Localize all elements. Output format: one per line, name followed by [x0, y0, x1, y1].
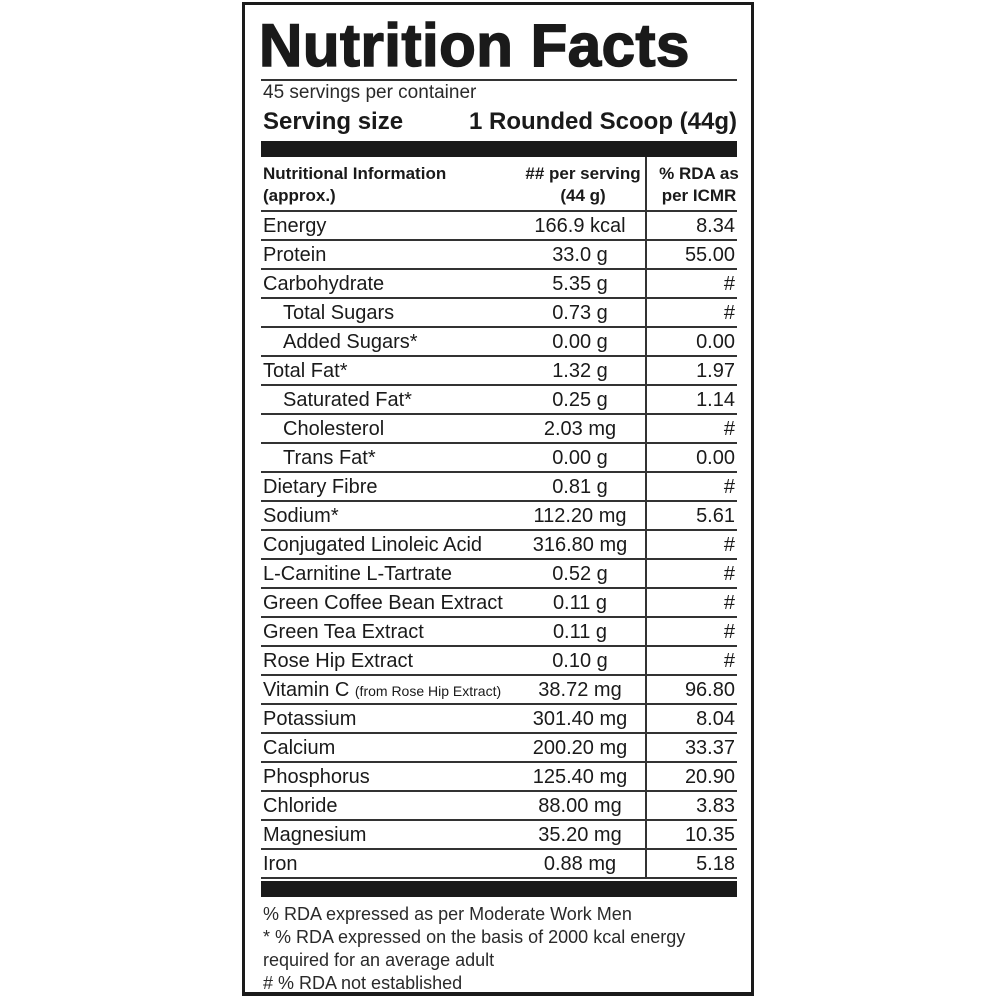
nutrient-name-text: Phosphorus: [263, 766, 370, 788]
nutrient-name: [283, 299, 394, 327]
nutrient-rda: 1.97: [696, 360, 735, 382]
nutrient-row: [261, 647, 737, 676]
nutrient-name: [263, 241, 326, 269]
nutrient-row: [261, 241, 737, 270]
nutrient-rda: 5.61: [696, 505, 735, 527]
nutrient-row: [261, 415, 737, 444]
nutrient-row: [261, 850, 737, 879]
header-rda: % RDA as per ICMR: [659, 164, 739, 205]
nutrient-row: [261, 299, 737, 328]
footnotes: [263, 903, 737, 995]
nutrient-name: [263, 705, 356, 733]
nutrient-rda: 96.80: [684, 679, 735, 701]
nutrient-amount: 0.81 g: [552, 476, 608, 498]
nutrient-amount: 0.25 g: [552, 389, 608, 411]
nutrient-rda: 3.83: [696, 795, 735, 817]
nutrient-amount: 0.10 g: [552, 650, 608, 672]
nutrient-name: [283, 444, 376, 472]
nutrient-name-text: Vitamin C: [263, 679, 350, 701]
nutrient-name: [263, 212, 326, 240]
nutrient-amount: 0.11 g: [552, 592, 608, 614]
header-nutritional-info: Nutritional Information (approx.): [263, 164, 447, 205]
nutrient-amount: 33.0 g: [552, 244, 608, 266]
nutrient-name-text: Cholesterol: [283, 418, 385, 440]
nutrient-name-text: Iron: [263, 853, 298, 875]
nutrient-amount: 0.88 mg: [543, 853, 617, 875]
nutrient-rda: #: [723, 563, 735, 585]
nutrient-rda: #: [723, 534, 735, 556]
nutrient-name-text: Calcium: [263, 737, 336, 759]
nutrient-row: [261, 560, 737, 589]
nutrient-name-text: Chloride: [263, 795, 338, 817]
nutrient-name: [263, 270, 384, 298]
nutrient-rda: #: [723, 476, 735, 498]
thick-divider-top: [261, 141, 737, 157]
nutrient-row: [261, 212, 737, 241]
nutrient-name: [263, 676, 501, 705]
nutrient-rda: 0.00: [696, 331, 735, 353]
nutrient-row: [261, 328, 737, 357]
nutrient-name-text: Added Sugars*: [283, 331, 418, 353]
nutrient-name: [263, 502, 339, 530]
nutrient-name: [283, 328, 418, 356]
nutrient-name-text: Dietary Fibre: [263, 476, 378, 498]
nutrient-name: [263, 763, 370, 791]
nutrient-name-text: Rose Hip Extract: [263, 650, 414, 672]
nutrient-amount: 200.20 mg: [532, 737, 628, 759]
nutrient-rda: #: [723, 621, 735, 643]
nutrient-amount: 0.11 g: [552, 621, 608, 643]
nutrient-amount: 0.00 g: [552, 331, 608, 353]
footnote-line: required for an average adult: [263, 950, 495, 970]
nutrition-facts-label: [242, 2, 754, 996]
nutrient-row: [261, 502, 737, 531]
nutrient-rda: #: [723, 302, 735, 324]
nutrient-amount: 5.35 g: [552, 273, 608, 295]
nutrient-rda: #: [723, 273, 735, 295]
nutrient-name-text: Energy: [263, 215, 327, 237]
footnote-line: * % RDA expressed on the basis of 2000 kcal energy: [263, 927, 686, 947]
nutrient-amount: 316.80 mg: [532, 534, 628, 556]
nutrient-row: [261, 618, 737, 647]
nutrient-amount: 125.40 mg: [532, 766, 628, 788]
nutrient-rda: 1.14: [696, 389, 735, 411]
nutrient-name: [263, 792, 337, 820]
nutrient-name: [263, 589, 503, 617]
nutrient-rows: [261, 212, 737, 879]
servings-per-container: 45 servings per container: [263, 82, 477, 103]
header-per-serving: ## per serving (44 g): [525, 164, 641, 205]
nutrient-row: [261, 357, 737, 386]
nutrient-name: [283, 386, 412, 414]
nutrient-row: [261, 531, 737, 560]
thick-divider-bottom: [261, 881, 737, 897]
label-content: [261, 5, 737, 992]
footnote-line: # % RDA not established: [263, 973, 463, 993]
footnote-line: % RDA expressed as per Moderate Work Men: [263, 904, 632, 924]
nutrient-rda: #: [723, 592, 735, 614]
nutrient-name: [263, 618, 424, 646]
nutrient-name: [263, 647, 413, 675]
nutrient-name: [283, 415, 384, 443]
nutrient-name-text: Magnesium: [263, 824, 367, 846]
nutrient-row: [261, 444, 737, 473]
label-title: Nutrition Facts: [259, 12, 690, 79]
nutrient-row: [261, 821, 737, 850]
nutrient-row: [261, 270, 737, 299]
nutrient-amount: 88.00 mg: [538, 795, 622, 817]
nutrient-amount: 301.40 mg: [532, 708, 628, 730]
nutrient-name-text: Carbohydrate: [263, 273, 385, 295]
nutrient-row: [261, 734, 737, 763]
nutrient-rda: 20.90: [684, 766, 735, 788]
nutrient-name-text: Conjugated Linoleic Acid: [263, 534, 483, 556]
nutrient-rda: 10.35: [684, 824, 735, 846]
serving-size-value: 1 Rounded Scoop (44g): [468, 108, 737, 135]
nutrient-amount: 166.9 kcal: [534, 215, 626, 237]
nutrient-name-text: Protein: [263, 244, 327, 266]
nutrient-amount: 35.20 mg: [538, 824, 622, 846]
nutrient-row: [261, 589, 737, 618]
nutrient-name: [263, 473, 377, 501]
nutrient-row: [261, 473, 737, 502]
nutrient-name-text: Sodium*: [263, 505, 339, 527]
table-header: [263, 160, 737, 210]
nutrient-amount: 112.20 mg: [533, 505, 627, 527]
nutrient-amount: 0.52 g: [552, 563, 608, 585]
nutrient-rda: 33.37: [684, 737, 735, 759]
nutrient-name: [263, 734, 335, 762]
nutrient-row: [261, 705, 737, 734]
nutrient-name-text: Green Coffee Bean Extract: [263, 592, 503, 614]
nutrient-rda: #: [723, 418, 735, 440]
nutrient-row: [261, 676, 737, 705]
nutrient-name-text: Potassium: [263, 708, 357, 730]
nutrient-name-text: Saturated Fat*: [283, 389, 412, 411]
nutrient-amount: 1.32 g: [552, 360, 608, 382]
nutrient-name-text: Trans Fat*: [283, 447, 376, 469]
nutrient-row: [261, 792, 737, 821]
nutrient-name-text: Total Sugars: [283, 302, 395, 324]
column-divider: [645, 157, 647, 879]
nutrient-rda: 5.18: [696, 853, 735, 875]
nutrient-name: [263, 357, 347, 385]
nutrient-row: [261, 386, 737, 415]
nutrient-rda: 55.00: [684, 244, 735, 266]
nutrient-note: (from Rose Hip Extract): [354, 683, 502, 699]
nutrient-name: [263, 821, 366, 849]
serving-size-label: Serving size: [263, 108, 404, 135]
nutrient-rda: 8.34: [696, 215, 735, 237]
nutrient-rda: 0.00: [696, 447, 735, 469]
nutrient-amount: 2.03 mg: [543, 418, 617, 440]
nutrient-amount: 0.00 g: [552, 447, 608, 469]
nutrient-amount: 38.72 mg: [538, 679, 622, 701]
nutrient-name-text: L-Carnitine L-Tartrate: [263, 563, 452, 585]
nutrient-rda: #: [723, 650, 735, 672]
nutrient-name-text: Total Fat*: [263, 360, 348, 382]
nutrient-name-text: Green Tea Extract: [263, 621, 424, 643]
nutrient-row: [261, 763, 737, 792]
nutrient-name: [263, 531, 482, 559]
nutrient-name: [263, 560, 452, 588]
nutrient-rda: 8.04: [696, 708, 735, 730]
nutrient-name: [263, 850, 297, 878]
serving-size-row: [263, 105, 737, 139]
nutrient-amount: 0.73 g: [552, 302, 608, 324]
